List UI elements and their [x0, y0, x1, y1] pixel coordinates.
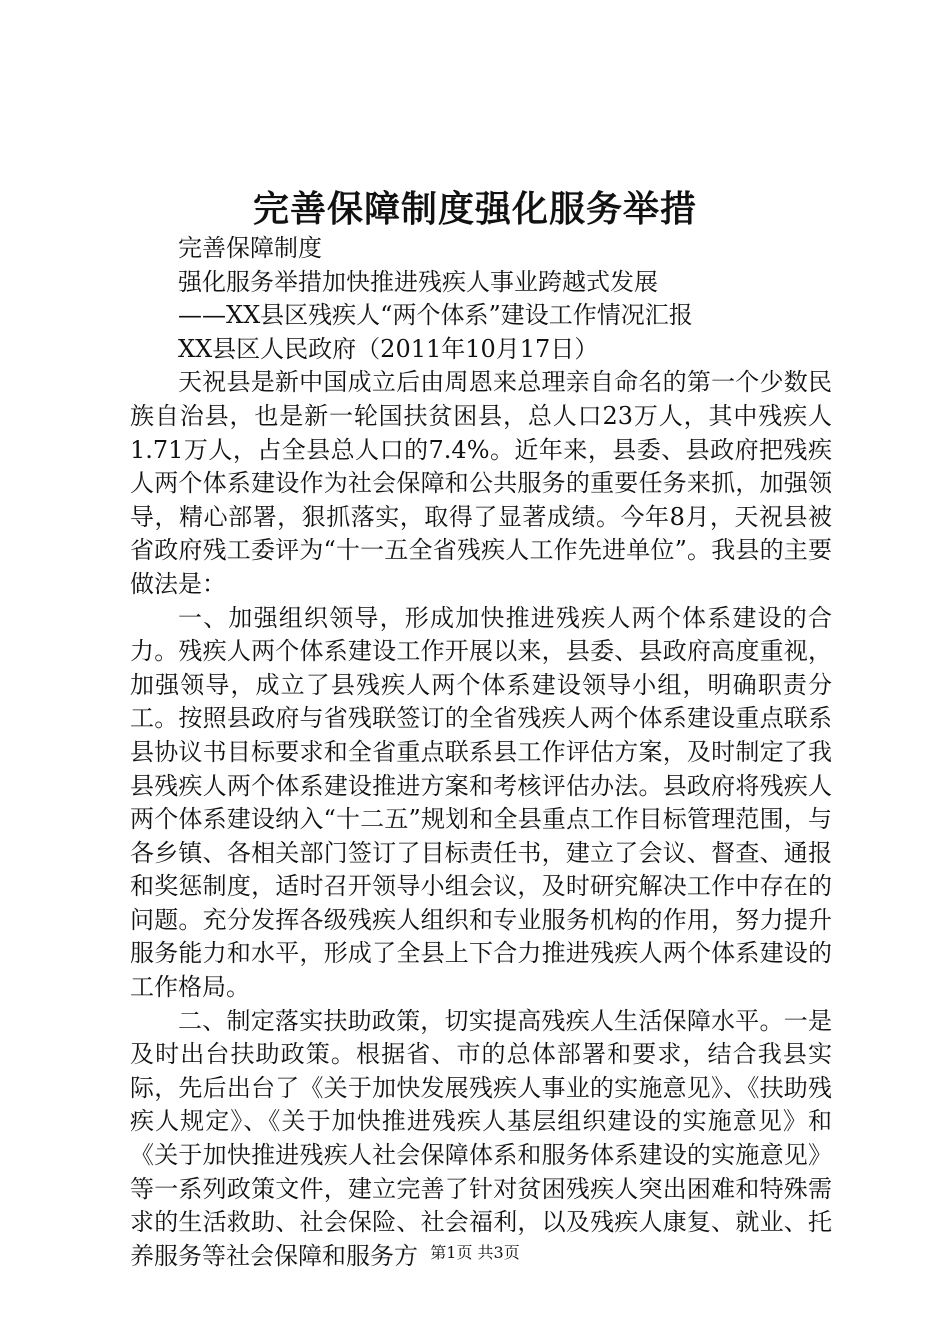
document-title: 完善保障制度强化服务举措: [252, 188, 697, 230]
document-body: [130, 232, 832, 1273]
issuer-date-line: XX县区人民政府（2011年10月17日）: [178, 334, 599, 363]
page-number-footer: 第1页 共3页: [430, 1243, 520, 1262]
body-paragraph-section-2: 二、制定落实扶助政策，切实提高残疾人生活保障水平。一是及时出台扶助政策。根据省、市的总体部署和要求，结合我县实际，先后出台了《关于加快发展残疾人事业的实施意见》、《扶助残疾人规定》、《关于加快推进残疾人基层组织建设的实施意见》和《关于加快推进残疾人社会保障体系和服务体系建设的实施意见》等一系列政策文件，建立完善了针对贫困残疾人突出困难和特殊需求的生活救助、社会保险、社会福利，以及残疾人康复、就业、托养服务等社会保障和服务方: [130, 1006, 832, 1270]
subtitle-line-3: ——XX县区残疾人“两个体系”建设工作情况汇报: [178, 301, 693, 330]
subtitle-line-1: 完善保障制度: [178, 234, 322, 262]
body-paragraph-section-1: 一、加强组织领导，形成加快推进残疾人两个体系建设的合力。残疾人两个体系建设工作开展以来，县委、县政府高度重视，加强领导，成立了县残疾人两个体系建设领导小组，明确职责分工。按照县政府与省残联签订的全省残疾人两个体系建设重点联系县协议书目标要求和全省重点联系县工作评估方案，及时制定了我县残疾人两个体系建设推进方案和考核评估办法。县政府将残疾人两个体系建设纳入“十二五”规划和全县重点工作目标管理范围，与各乡镇、各相关部门签订了目标责任书，建立了会议、督查、通报和奖惩制度，适时召开领导小组会议，及时研究解决工作中存在的问题。充分发挥各级残疾人组织和专业服务机构的作用，努力提升服务能力和水平，形成了全县上下合力推进残疾人两个体系建设的工作格局。: [130, 603, 832, 1002]
subtitle-line-2: 强化服务举措加快推进残疾人事业跨越式发展: [178, 267, 658, 296]
body-paragraph-intro: 天祝县是新中国成立后由周恩来总理亲自命名的第一个少数民族自治县，也是新一轮国扶贫困县，总人口23万人，其中残疾人1.71万人，占全县总人口的7.4%。近年来，县委、县政府把残疾人两个体系建设作为社会保障和公共服务的重要任务来抓，加强领导，精心部署，狠抓落实，取得了显著成绩。今年8月，天祝县被省政府残工委评为“十一五全省残疾人工作先进单位”。我县的主要做法是：: [130, 368, 832, 598]
